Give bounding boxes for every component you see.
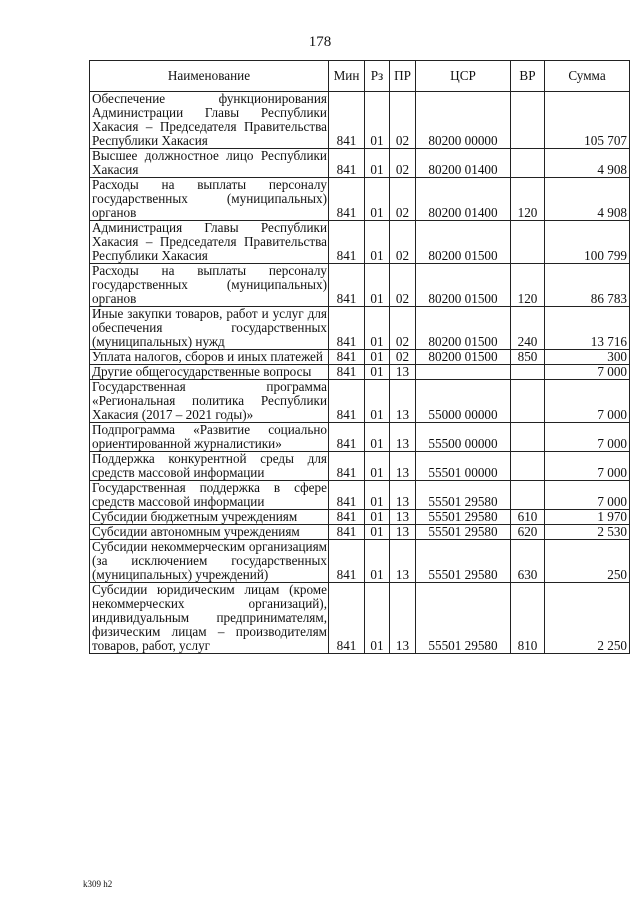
row-csr: 80200 01500 (416, 307, 511, 350)
row-min: 841 (329, 540, 365, 583)
row-pr: 13 (390, 510, 416, 525)
row-pr: 13 (390, 380, 416, 423)
row-vr: 240 (511, 307, 545, 350)
row-vr (511, 365, 545, 380)
row-name: Обеспечение функционирования Администрации Главы Республики Хакасия – Председателя Правительства Республики Хакасия (90, 92, 329, 149)
row-csr: 55500 00000 (416, 423, 511, 452)
row-min: 841 (329, 307, 365, 350)
header-sum: Сумма (545, 61, 630, 92)
row-vr (511, 452, 545, 481)
budget-table (89, 60, 630, 654)
row-pr: 13 (390, 583, 416, 654)
row-vr (511, 481, 545, 510)
row-name: Другие общегосударственные вопросы (90, 365, 329, 380)
row-name: Субсидии юридическим лицам (кроме некоммерческих организаций), индивидуальным предпринимателям, физическим лицам – производителям товаров, работ, услуг (90, 583, 329, 654)
row-sum: 4 908 (545, 149, 630, 178)
row-name: Субсидии некоммерческим организациям (за исключением государственных (муниципальных) учреждений) (90, 540, 329, 583)
row-min: 841 (329, 221, 365, 264)
row-name: Уплата налогов, сборов и иных платежей (90, 350, 329, 365)
row-rz: 01 (365, 380, 390, 423)
row-pr: 13 (390, 481, 416, 510)
table-header-row (90, 61, 630, 92)
row-rz: 01 (365, 452, 390, 481)
row-name: Поддержка конкурентной среды для средств массовой информации (90, 452, 329, 481)
table-row (90, 423, 630, 452)
row-sum: 105 707 (545, 92, 630, 149)
row-pr: 13 (390, 525, 416, 540)
row-csr: 55501 29580 (416, 481, 511, 510)
row-pr: 13 (390, 423, 416, 452)
row-vr: 120 (511, 264, 545, 307)
table-row (90, 264, 630, 307)
row-min: 841 (329, 149, 365, 178)
row-sum: 1 970 (545, 510, 630, 525)
row-rz: 01 (365, 481, 390, 510)
row-min: 841 (329, 525, 365, 540)
row-min: 841 (329, 510, 365, 525)
row-name: Государственная программа «Региональная политика Республики Хакасия (2017 – 2021 годы)» (90, 380, 329, 423)
row-csr: 55501 00000 (416, 452, 511, 481)
row-sum: 7 000 (545, 423, 630, 452)
row-csr: 80200 01500 (416, 221, 511, 264)
row-vr: 810 (511, 583, 545, 654)
row-rz: 01 (365, 221, 390, 264)
page-number: 178 (308, 34, 332, 50)
row-name: Субсидии автономным учреждениям (90, 525, 329, 540)
row-min: 841 (329, 92, 365, 149)
row-rz: 01 (365, 350, 390, 365)
row-pr: 13 (390, 452, 416, 481)
row-sum: 7 000 (545, 380, 630, 423)
row-csr: 55501 29580 (416, 525, 511, 540)
row-name: Государственная поддержка в сфере средств массовой информации (90, 481, 329, 510)
row-pr: 02 (390, 264, 416, 307)
row-vr: 120 (511, 178, 545, 221)
row-vr (511, 380, 545, 423)
table-row (90, 510, 630, 525)
table-row (90, 149, 630, 178)
table-row (90, 307, 630, 350)
row-sum: 7 000 (545, 481, 630, 510)
row-csr: 55000 00000 (416, 380, 511, 423)
table-row (90, 178, 630, 221)
header-pr: ПР (390, 61, 416, 92)
row-rz: 01 (365, 178, 390, 221)
row-sum: 100 799 (545, 221, 630, 264)
table-row (90, 540, 630, 583)
row-name: Субсидии бюджетным учреждениям (90, 510, 329, 525)
row-csr: 55501 29580 (416, 583, 511, 654)
row-pr: 13 (390, 365, 416, 380)
row-min: 841 (329, 365, 365, 380)
table-row (90, 221, 630, 264)
row-min: 841 (329, 380, 365, 423)
table-row (90, 92, 630, 149)
table-row (90, 481, 630, 510)
row-min: 841 (329, 481, 365, 510)
row-pr: 02 (390, 307, 416, 350)
row-csr: 55501 29580 (416, 510, 511, 525)
row-sum: 2 530 (545, 525, 630, 540)
row-sum: 7 000 (545, 452, 630, 481)
row-vr (511, 423, 545, 452)
row-rz: 01 (365, 583, 390, 654)
row-rz: 01 (365, 264, 390, 307)
row-sum: 7 000 (545, 365, 630, 380)
table-row (90, 525, 630, 540)
row-name: Подпрограмма «Развитие социально ориентированной журналистики» (90, 423, 329, 452)
row-vr: 850 (511, 350, 545, 365)
row-csr: 80200 01400 (416, 178, 511, 221)
row-csr: 80200 01500 (416, 350, 511, 365)
row-pr: 02 (390, 149, 416, 178)
footer-code: k309 h2 (83, 879, 113, 889)
row-rz: 01 (365, 365, 390, 380)
table-row (90, 452, 630, 481)
row-vr: 630 (511, 540, 545, 583)
row-min: 841 (329, 583, 365, 654)
row-rz: 01 (365, 525, 390, 540)
row-rz: 01 (365, 510, 390, 525)
row-rz: 01 (365, 423, 390, 452)
row-min: 841 (329, 423, 365, 452)
row-sum: 250 (545, 540, 630, 583)
row-min: 841 (329, 452, 365, 481)
row-name: Высшее должностное лицо Республики Хакасия (90, 149, 329, 178)
row-csr: 55501 29580 (416, 540, 511, 583)
table-row (90, 365, 630, 380)
row-sum: 13 716 (545, 307, 630, 350)
row-name: Расходы на выплаты персоналу государственных (муниципальных) органов (90, 178, 329, 221)
row-rz: 01 (365, 307, 390, 350)
row-csr: 80200 01400 (416, 149, 511, 178)
row-pr: 02 (390, 92, 416, 149)
row-min: 841 (329, 264, 365, 307)
row-vr: 620 (511, 525, 545, 540)
row-vr: 610 (511, 510, 545, 525)
row-pr: 13 (390, 540, 416, 583)
row-rz: 01 (365, 92, 390, 149)
row-min: 841 (329, 178, 365, 221)
row-csr: 80200 01500 (416, 264, 511, 307)
table-row (90, 350, 630, 365)
row-pr: 02 (390, 178, 416, 221)
row-min: 841 (329, 350, 365, 365)
header-vr: ВР (511, 61, 545, 92)
row-vr (511, 221, 545, 264)
header-rz: Рз (365, 61, 390, 92)
row-name: Администрация Главы Республики Хакасия – Председателя Правительства Республики Хакасия (90, 221, 329, 264)
row-sum: 4 908 (545, 178, 630, 221)
row-csr (416, 365, 511, 380)
row-vr (511, 92, 545, 149)
row-pr: 02 (390, 221, 416, 264)
row-sum: 2 250 (545, 583, 630, 654)
row-name: Расходы на выплаты персоналу государственных (муниципальных) органов (90, 264, 329, 307)
row-sum: 86 783 (545, 264, 630, 307)
header-name: Наименование (90, 61, 329, 92)
row-name: Иные закупки товаров, работ и услуг для обеспечения государственных (муниципальных) нужд (90, 307, 329, 350)
row-rz: 01 (365, 149, 390, 178)
header-csr: ЦСР (416, 61, 511, 92)
row-vr (511, 149, 545, 178)
row-rz: 01 (365, 540, 390, 583)
header-min: Мин (329, 61, 365, 92)
table-row (90, 583, 630, 654)
row-pr: 02 (390, 350, 416, 365)
row-csr: 80200 00000 (416, 92, 511, 149)
row-sum: 300 (545, 350, 630, 365)
table-row (90, 380, 630, 423)
